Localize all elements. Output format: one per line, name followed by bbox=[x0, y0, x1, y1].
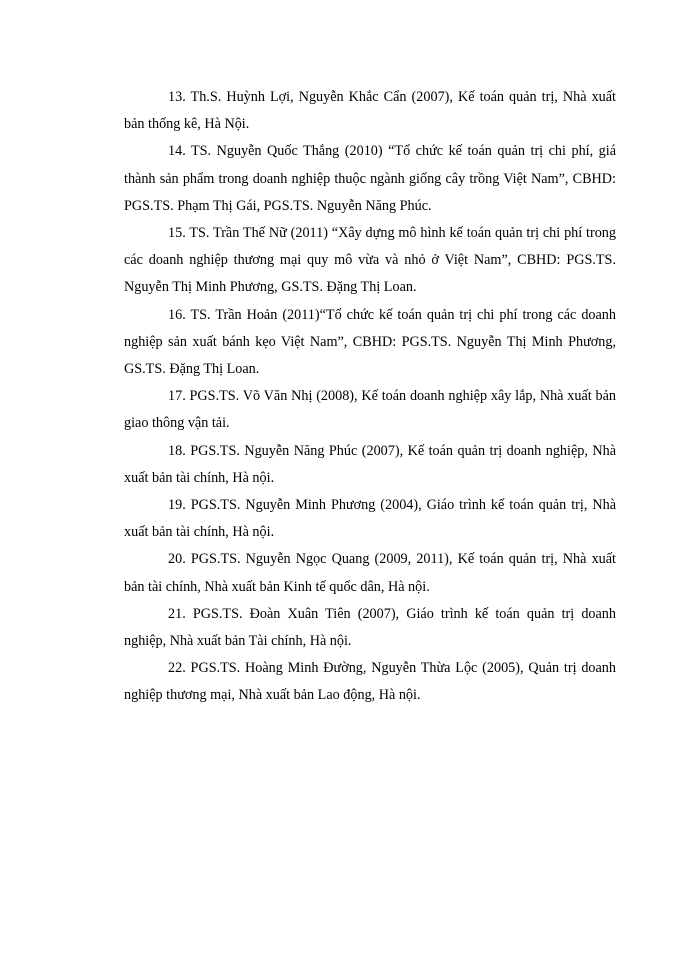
reference-item-22: 22. PGS.TS. Hoàng Minh Đường, Nguyễn Thừa Lộc (2005), Quản trị doanh nghiệp thương mại, Nhà xuất bản Lao động, Hà nội. bbox=[124, 660, 616, 704]
reference-item-14: 14. TS. Nguyễn Quốc Thắng (2010) “Tổ chức kế toán quản trị chi phí, giá thành sản phẩm trong doanh nghiệp thuộc ngành giống cây trồng Việt Nam”, CBHD: PGS.TS. Phạm Thị Gái, PGS.TS. Nguyễn Năng Phúc. bbox=[124, 143, 616, 214]
reference-list bbox=[124, 84, 616, 710]
reference-item-20: 20. PGS.TS. Nguyễn Ngọc Quang (2009, 2011), Kế toán quản trị, Nhà xuất bản tài chính, Nhà xuất bản Kinh tế quốc dân, Hà nội. bbox=[124, 551, 616, 595]
reference-item-13: 13. Th.S. Huỳnh Lợi, Nguyễn Khắc Cẩn (2007), Kế toán quản trị, Nhà xuất bản thống kê, Hà Nội. bbox=[124, 89, 616, 133]
reference-item-16: 16. TS. Trần Hoản (2011)“Tổ chức kế toán quản trị chi phí trong các doanh nghiệp sản xuất bánh kẹo Việt Nam”, CBHD: PGS.TS. Nguyễn Thị Minh Phương, GS.TS. Đặng Thị Loan. bbox=[124, 306, 616, 378]
reference-item-17: 17. PGS.TS. Võ Văn Nhị (2008), Kế toán doanh nghiệp xây lắp, Nhà xuất bản giao thông vận tải. bbox=[124, 388, 616, 432]
reference-item-21: 21. PGS.TS. Đoàn Xuân Tiên (2007), Giáo trình kế toán quản trị doanh nghiệp, Nhà xuất bản Tài chính, Hà nội. bbox=[124, 605, 616, 650]
reference-item-15: 15. TS. Trần Thế Nữ (2011) “Xây dựng mô hình kế toán quản trị chi phí trong các doanh nghiệp thương mại quy mô vừa và nhỏ ở Việt Nam”, CBHD: PGS.TS. Nguyễn Thị Minh Phương, GS.TS. Đặng Thị Loan. bbox=[124, 225, 616, 296]
reference-item-19: 19. PGS.TS. Nguyễn Minh Phương (2004), Giáo trình kế toán quản trị, Nhà xuất bản tài chính, Hà nội. bbox=[124, 497, 616, 541]
reference-item-18: 18. PGS.TS. Nguyễn Năng Phúc (2007), Kế toán quản trị doanh nghiệp, Nhà xuất bản tài chính, Hà nội. bbox=[124, 442, 616, 486]
